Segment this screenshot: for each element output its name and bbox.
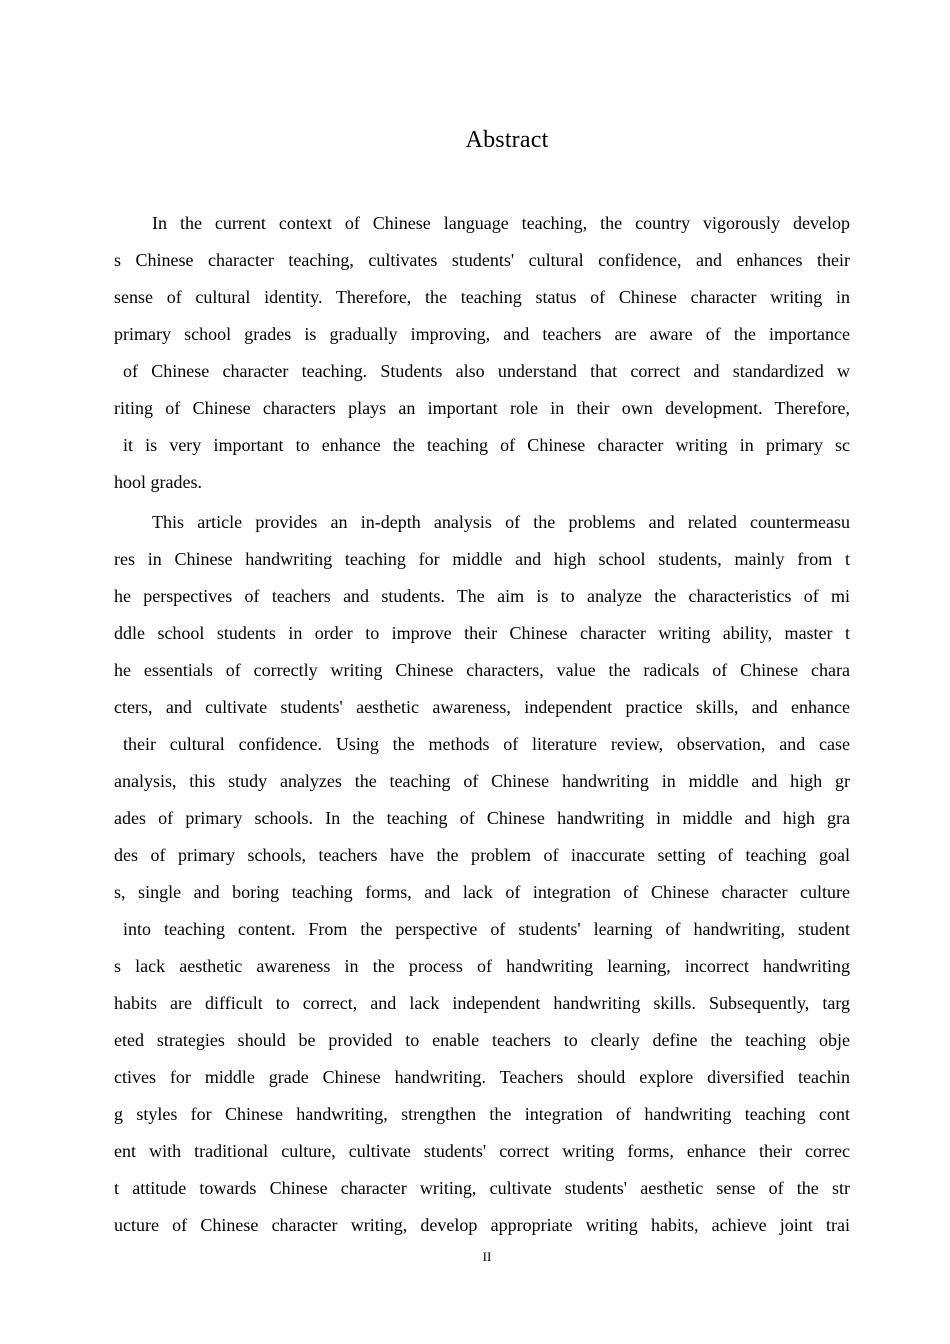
paragraph-1-line-5: of Chinese character teaching. Students also understand that correct and standardized w xyxy=(123,361,850,381)
paragraph-2-line-3: he perspectives of teachers and students. The aim is to analyze the characteristics of mi xyxy=(114,586,850,606)
paragraph-2-line-2: res in Chinese handwriting teaching for middle and high school students, mainly from t xyxy=(114,549,850,569)
paragraph-1-line-4: primary school grades is gradually improving, and teachers are aware of the importance xyxy=(114,324,850,344)
abstract-body xyxy=(114,205,850,1244)
paragraph-1-line-2: s Chinese character teaching, cultivates students' cultural confidence, and enhances their xyxy=(114,250,850,270)
paragraph-1-line-7: it is very important to enhance the teaching of Chinese character writing in primary sc xyxy=(123,435,850,455)
paragraph-2-line-4: ddle school students in order to improve their Chinese character writing ability, master t xyxy=(114,623,850,643)
paragraph-2-line-17: g styles for Chinese handwriting, strengthen the integration of handwriting teaching cont xyxy=(114,1104,850,1124)
paragraph-2-line-15: eted strategies should be provided to enable teachers to clearly define the teaching obje xyxy=(114,1030,850,1050)
paragraph-2-line-7: their cultural confidence. Using the methods of literature review, observation, and case xyxy=(123,734,850,754)
page-number: II xyxy=(482,1249,492,1264)
paragraph-2-line-10: des of primary schools, teachers have the problem of inaccurate setting of teaching goal xyxy=(114,845,850,865)
paragraph-1-line-3: sense of cultural identity. Therefore, the teaching status of Chinese character writing in xyxy=(114,287,850,307)
abstract-title: Abstract xyxy=(465,127,549,153)
paragraph-2-line-5: he essentials of correctly writing Chinese characters, value the radicals of Chinese chara xyxy=(114,660,850,680)
paragraph-2-line-14: habits are difficult to correct, and lack independent handwriting skills. Subsequently, targ xyxy=(114,993,850,1013)
paragraph-2-line-11: s, single and boring teaching forms, and lack of integration of Chinese character culture xyxy=(114,882,850,902)
paragraph-2-line-20: ucture of Chinese character writing, develop appropriate writing habits, achieve joint trai xyxy=(114,1215,850,1235)
paragraph-2-line-1: This article provides an in-depth analysis of the problems and related countermeasu xyxy=(152,512,850,532)
paragraph-2-line-19: t attitude towards Chinese character writing, cultivate students' aesthetic sense of the str xyxy=(114,1178,850,1198)
paragraph-2-line-13: s lack aesthetic awareness in the process of handwriting learning, incorrect handwriting xyxy=(114,956,850,976)
paragraph-2-line-8: analysis, this study analyzes the teaching of Chinese handwriting in middle and high gr xyxy=(114,771,850,791)
paragraph-2-line-9: ades of primary schools. In the teaching of Chinese handwriting in middle and high gra xyxy=(114,808,850,828)
paragraph-2-line-18: ent with traditional culture, cultivate students' correct writing forms, enhance their correc xyxy=(114,1141,850,1161)
paragraph-1-line-8: hool grades. xyxy=(114,472,202,492)
paragraph-2-line-12: into teaching content. From the perspective of students' learning of handwriting, student xyxy=(123,919,850,939)
paragraph-2-line-6: cters, and cultivate students' aesthetic awareness, independent practice skills, and enhance xyxy=(114,697,850,717)
paragraph-2-line-16: ctives for middle grade Chinese handwriting. Teachers should explore diversified teachin xyxy=(114,1067,850,1087)
paragraph-1-line-6: riting of Chinese characters plays an important role in their own development. Therefore, xyxy=(114,398,850,418)
paragraph-1-line-1: In the current context of Chinese language teaching, the country vigorously develop xyxy=(152,213,850,233)
